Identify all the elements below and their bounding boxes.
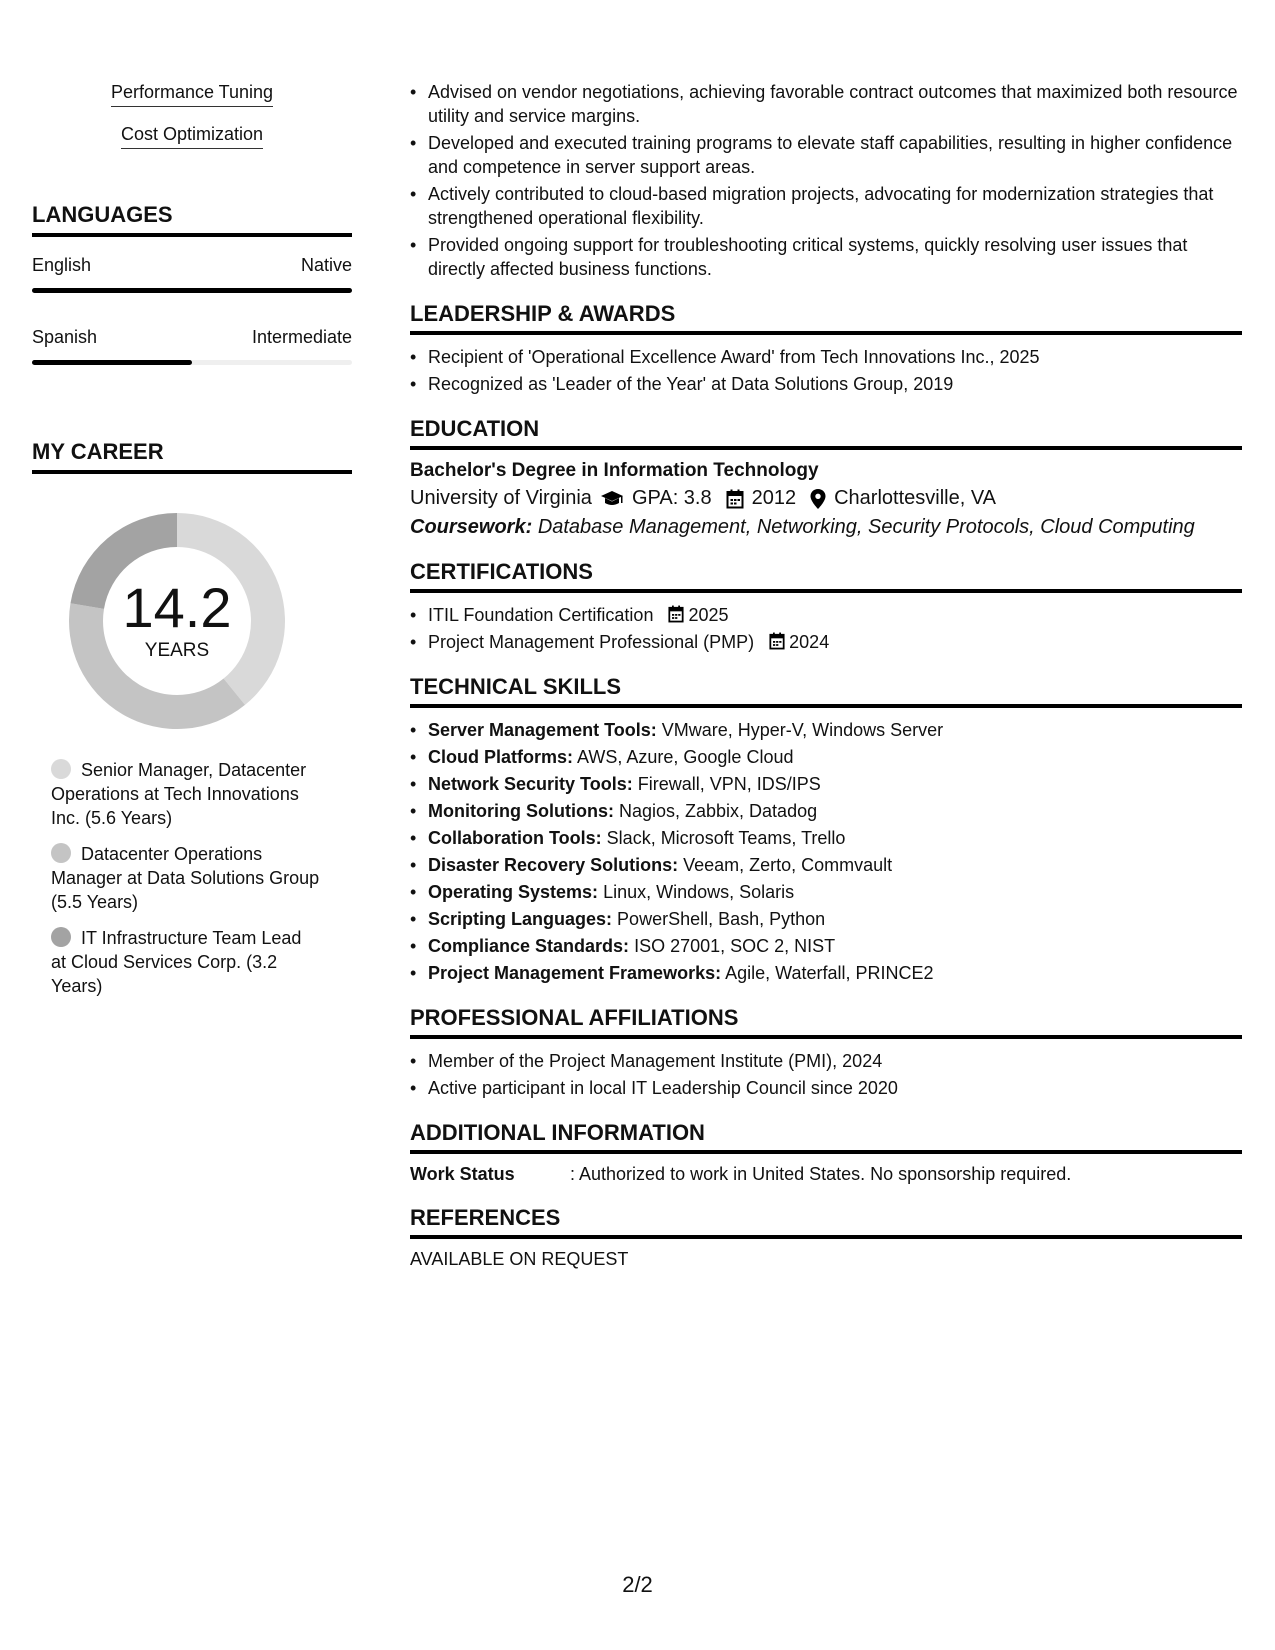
language-proficiency-bar [32, 288, 352, 293]
education-coursework [410, 516, 1242, 539]
technical-skills-heading: TECHNICAL SKILLS [410, 674, 1242, 708]
career-total: 14.2 [122, 576, 232, 639]
career-heading: MY CAREER [32, 439, 352, 474]
experience-bullet: • Advised on vendor negotiations, achieving favorable contract outcomes that maximized both resource utility and service margins. [410, 80, 1242, 128]
leadership-item: • Recognized as 'Leader of the Year' at Data Solutions Group, 2019 [410, 372, 1242, 396]
education-gpa: GPA: 3.8 [631, 487, 712, 509]
language-proficiency-fill [32, 360, 192, 365]
certification-name: Project Management Professional (PMP) [428, 632, 755, 652]
references-text: AVAILABLE ON REQUEST [410, 1249, 629, 1269]
technical-skill-item: • Collaboration Tools: Slack, Microsoft Teams, Trello [410, 826, 1242, 850]
experience-bullet: • Provided ongoing support for troubleshooting critical systems, quickly resolving user issues that directly affected business functions. [410, 233, 1242, 281]
experience-bullet: • Actively contributed to cloud-based migration projects, advocating for modernization strategies that strengthened operational flexibility. [410, 182, 1242, 230]
skill-tag: Performance Tuning [32, 82, 352, 107]
right-column [410, 80, 1242, 1270]
work-status-row [410, 1164, 1242, 1185]
languages-heading: LANGUAGES [32, 202, 352, 237]
language-item [32, 327, 352, 365]
certifications-heading: CERTIFICATIONS [410, 559, 1242, 593]
technical-skill-item: • Operating Systems: Linux, Windows, Solaris [410, 880, 1242, 904]
certification-year: 2025 [688, 605, 729, 625]
calendar-icon [769, 632, 785, 650]
graduation-cap-icon [600, 490, 624, 508]
education-meta [410, 487, 1242, 510]
technical-skill-item: • Scripting Languages: PowerShell, Bash, Python [410, 907, 1242, 931]
work-status-label: Work Status [410, 1164, 515, 1184]
affiliations-heading: PROFESSIONAL AFFILIATIONS [410, 1005, 1242, 1039]
page-number: 2/2 [622, 1572, 653, 1597]
skill-tag: Cost Optimization [32, 124, 352, 149]
leadership-item: • Recipient of 'Operational Excellence Award' from Tech Innovations Inc., 2025 [410, 345, 1242, 369]
career-unit: YEARS [144, 640, 210, 661]
education-school: University of Virginia [410, 487, 592, 509]
additional-info-heading: ADDITIONAL INFORMATION [410, 1120, 1242, 1154]
career-legend-item: IT Infrastructure Team Lead at Cloud Services Corp. (3.2 Years) [51, 928, 302, 996]
certifications-list [410, 603, 1242, 654]
coursework-text: Database Management, Networking, Security Protocols, Cloud Computing [537, 516, 1195, 538]
certification-name: ITIL Foundation Certification [428, 605, 654, 625]
technical-skills-list [410, 718, 1242, 985]
technical-skill-item: • Project Management Frameworks: Agile, Waterfall, PRINCE2 [410, 961, 1242, 985]
education-year: 2012 [751, 487, 797, 509]
affiliation-item: • Member of the Project Management Institute (PMI), 2024 [410, 1049, 1242, 1073]
affiliation-item: • Active participant in local IT Leadership Council since 2020 [410, 1076, 1242, 1100]
career-legend-item: Senior Manager, Datacenter Operations at Tech Innovations Inc. (5.6 Years) [51, 760, 307, 828]
technical-skill-item: • Cloud Platforms: AWS, Azure, Google Cloud [410, 745, 1242, 769]
leadership-list [410, 345, 1242, 396]
career-donut-chart [32, 496, 352, 746]
technical-skill-item: • Monitoring Solutions: Nagios, Zabbix, Datadog [410, 799, 1242, 823]
education-location: Charlottesville, VA [834, 487, 997, 509]
experience-bullet: • Developed and executed training programs to elevate staff capabilities, resulting in higher confidence and competence in server support areas. [410, 131, 1242, 179]
experience-bullets [410, 80, 1242, 281]
left-column [32, 82, 352, 1010]
technical-skill-item: • Server Management Tools: VMware, Hyper-V, Windows Server [410, 718, 1242, 742]
language-proficiency-fill [32, 288, 352, 293]
technical-skill-item: • Network Security Tools: Firewall, VPN, IDS/IPS [410, 772, 1242, 796]
education-heading: EDUCATION [410, 416, 1242, 450]
language-name: Spanish [32, 327, 98, 347]
language-level: Native [300, 255, 352, 275]
language-level: Intermediate [251, 327, 352, 347]
coursework-label: Coursework: [410, 516, 533, 538]
leadership-heading: LEADERSHIP & AWARDS [410, 301, 1242, 335]
technical-skill-item: • Disaster Recovery Solutions: Veeam, Zerto, Commvault [410, 853, 1242, 877]
map-marker-icon [810, 489, 826, 509]
legend-dot [51, 759, 71, 779]
references-heading: REFERENCES [410, 1205, 1242, 1239]
affiliations-list [410, 1049, 1242, 1100]
language-proficiency-bar [32, 360, 352, 365]
legend-dot [51, 843, 71, 863]
education-degree: Bachelor's Degree in Information Technology [410, 460, 819, 481]
legend-dot [51, 927, 71, 947]
certification-year: 2024 [789, 632, 830, 652]
language-item [32, 255, 352, 293]
certification-item [410, 603, 1242, 627]
career-legend-item: Datacenter Operations Manager at Data Solutions Group (5.5 Years) [51, 844, 320, 912]
language-name: English [32, 255, 92, 275]
calendar-icon [668, 605, 684, 623]
work-status-value: : Authorized to work in United States. No sponsorship required. [570, 1164, 1072, 1184]
technical-skill-item: • Compliance Standards: ISO 27001, SOC 2, NIST [410, 934, 1242, 958]
certification-item [410, 630, 1242, 654]
calendar-icon [726, 489, 744, 509]
